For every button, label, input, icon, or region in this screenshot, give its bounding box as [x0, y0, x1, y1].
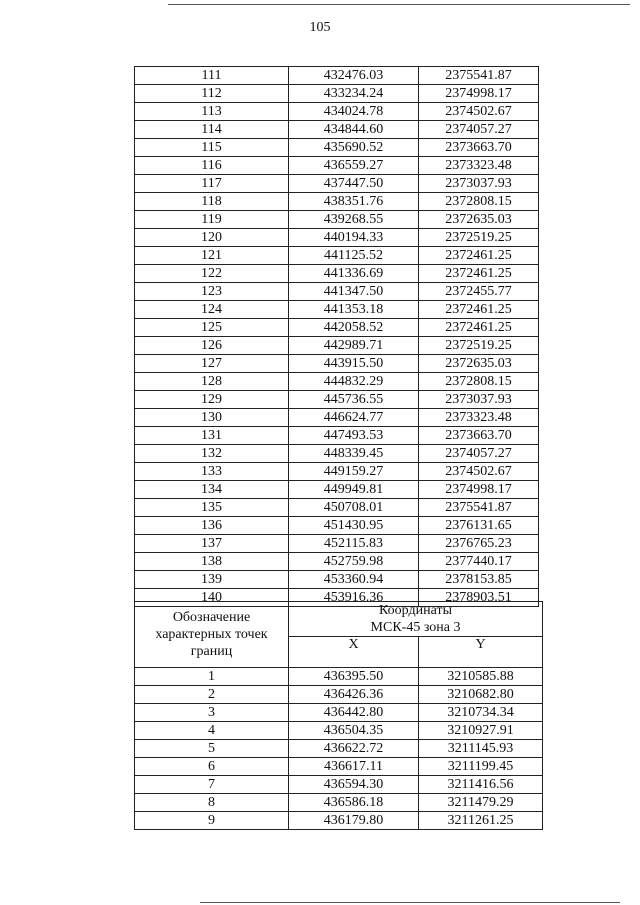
point-number-cell: 130: [135, 409, 289, 427]
point-number-cell: 121: [135, 247, 289, 265]
table-row: [135, 301, 539, 319]
table-row: [135, 211, 539, 229]
y-coordinate-cell: 3211479.29: [419, 794, 543, 812]
point-number-cell: 2: [135, 686, 289, 704]
x-coordinate-cell: 445736.55: [289, 391, 419, 409]
x-coordinate-cell: 438351.76: [289, 193, 419, 211]
point-number-cell: 137: [135, 535, 289, 553]
y-coordinate-cell: 2372808.15: [419, 193, 539, 211]
table-row: [135, 391, 539, 409]
x-coordinate-cell: 450708.01: [289, 499, 419, 517]
table-row: [135, 517, 539, 535]
x-coordinate-cell: 447493.53: [289, 427, 419, 445]
coordinates-header: [289, 602, 543, 637]
table-row: [135, 319, 539, 337]
y-coordinate-cell: 2374502.67: [419, 103, 539, 121]
x-coordinate-cell: 441353.18: [289, 301, 419, 319]
y-coordinate-cell: 2372461.25: [419, 301, 539, 319]
x-coordinate-cell: 446624.77: [289, 409, 419, 427]
point-number-cell: 118: [135, 193, 289, 211]
point-number-cell: 115: [135, 139, 289, 157]
y-coordinate-cell: 2372455.77: [419, 283, 539, 301]
coordinates-table-msk45: [134, 601, 543, 830]
table-row: [135, 193, 539, 211]
point-number-cell: 135: [135, 499, 289, 517]
table-row: [135, 157, 539, 175]
x-coordinate-cell: 443915.50: [289, 355, 419, 373]
x-coordinate-cell: 441125.52: [289, 247, 419, 265]
point-designation-header: Обозначение характерных точек границ: [135, 602, 289, 668]
table-row: [135, 247, 539, 265]
point-number-cell: 120: [135, 229, 289, 247]
table-row: [135, 409, 539, 427]
x-coordinate-cell: 436622.72: [289, 740, 419, 758]
point-number-cell: 116: [135, 157, 289, 175]
y-coordinate-cell: 2372519.25: [419, 337, 539, 355]
y-coordinate-cell: 3210734.34: [419, 704, 543, 722]
x-coordinate-cell: 436426.36: [289, 686, 419, 704]
y-coordinate-cell: 3211416.56: [419, 776, 543, 794]
table-row: [135, 722, 543, 740]
table-row: [135, 758, 543, 776]
table-row: [135, 740, 543, 758]
table-row: [135, 571, 539, 589]
y-coordinate-cell: 3210585.88: [419, 668, 543, 686]
coordinate-system: МСК-45 зона 3: [370, 620, 461, 635]
x-coordinate-cell: 436504.35: [289, 722, 419, 740]
x-coordinate-cell: 441336.69: [289, 265, 419, 283]
y-coordinate-cell: 2374502.67: [419, 463, 539, 481]
x-coordinate-cell: 452759.98: [289, 553, 419, 571]
x-coordinate-cell: 451430.95: [289, 517, 419, 535]
x-coordinate-cell: 453360.94: [289, 571, 419, 589]
y-coordinate-cell: 2378903.51: [419, 589, 539, 607]
point-number-cell: 123: [135, 283, 289, 301]
x-coordinate-cell: 437447.50: [289, 175, 419, 193]
point-number-cell: 128: [135, 373, 289, 391]
y-coordinate-cell: 2376765.23: [419, 535, 539, 553]
x-coordinate-cell: 436594.30: [289, 776, 419, 794]
y-coordinate-cell: 2374057.27: [419, 445, 539, 463]
y-coordinate-cell: 2373663.70: [419, 427, 539, 445]
point-number-cell: 5: [135, 740, 289, 758]
point-number-cell: 6: [135, 758, 289, 776]
y-coordinate-cell: 2374057.27: [419, 121, 539, 139]
point-number-cell: 117: [135, 175, 289, 193]
table-row: [135, 355, 539, 373]
y-coordinate-cell: 2377440.17: [419, 553, 539, 571]
point-number-cell: 136: [135, 517, 289, 535]
x-coordinate-cell: 436395.50: [289, 668, 419, 686]
y-coordinate-cell: 2372808.15: [419, 373, 539, 391]
x-coordinate-cell: 436617.11: [289, 758, 419, 776]
y-coordinate-cell: 3210927.91: [419, 722, 543, 740]
point-number-cell: 119: [135, 211, 289, 229]
coordinates-table-continued: [134, 66, 539, 607]
x-coordinate-cell: 435690.52: [289, 139, 419, 157]
x-coordinate-cell: 449949.81: [289, 481, 419, 499]
x-coordinate-cell: 453916.36: [289, 589, 419, 607]
table-row: [135, 175, 539, 193]
x-coordinate-cell: 448339.45: [289, 445, 419, 463]
table-row: [135, 686, 543, 704]
point-number-cell: 111: [135, 67, 289, 85]
y-coordinate-cell: 2372635.03: [419, 355, 539, 373]
x-coordinate-cell: 436442.80: [289, 704, 419, 722]
table-header-row: [135, 602, 543, 637]
point-number-cell: 113: [135, 103, 289, 121]
x-coordinate-cell: 434024.78: [289, 103, 419, 121]
bottom-rule: [200, 902, 620, 903]
point-number-cell: 127: [135, 355, 289, 373]
table-row: [135, 337, 539, 355]
point-number-cell: 9: [135, 812, 289, 830]
table-row: [135, 427, 539, 445]
point-number-cell: 133: [135, 463, 289, 481]
point-number-cell: 7: [135, 776, 289, 794]
y-coordinate-cell: 2372461.25: [419, 247, 539, 265]
x-coordinate-cell: 436179.80: [289, 812, 419, 830]
y-coordinate-cell: 2373037.93: [419, 391, 539, 409]
table-row: [135, 668, 543, 686]
table-row: [135, 283, 539, 301]
x-column-header: X: [289, 637, 419, 668]
table-row: [135, 463, 539, 481]
y-coordinate-cell: 2376131.65: [419, 517, 539, 535]
table-row: [135, 229, 539, 247]
point-number-cell: 8: [135, 794, 289, 812]
table-row: [135, 265, 539, 283]
coordinates-title: Координаты: [379, 603, 452, 618]
y-coordinate-cell: 2374998.17: [419, 85, 539, 103]
y-coordinate-cell: 2373323.48: [419, 409, 539, 427]
point-number-cell: 134: [135, 481, 289, 499]
y-coordinate-cell: 3210682.80: [419, 686, 543, 704]
table-row: [135, 139, 539, 157]
x-coordinate-cell: 442058.52: [289, 319, 419, 337]
y-coordinate-cell: 2372461.25: [419, 265, 539, 283]
x-coordinate-cell: 449159.27: [289, 463, 419, 481]
x-coordinate-cell: 444832.29: [289, 373, 419, 391]
table-row: [135, 794, 543, 812]
y-coordinate-cell: 2375541.87: [419, 499, 539, 517]
y-column-header: Y: [419, 637, 543, 668]
x-coordinate-cell: 434844.60: [289, 121, 419, 139]
top-rule: [168, 4, 630, 5]
table-row: [135, 85, 539, 103]
x-coordinate-cell: 436559.27: [289, 157, 419, 175]
table-row: [135, 812, 543, 830]
y-coordinate-cell: 2373323.48: [419, 157, 539, 175]
x-coordinate-cell: 440194.33: [289, 229, 419, 247]
point-number-cell: 131: [135, 427, 289, 445]
table-row: [135, 776, 543, 794]
table-row: [135, 553, 539, 571]
table-row: [135, 121, 539, 139]
point-number-cell: 3: [135, 704, 289, 722]
y-coordinate-cell: 2372461.25: [419, 319, 539, 337]
point-number-cell: 124: [135, 301, 289, 319]
y-coordinate-cell: 2373663.70: [419, 139, 539, 157]
y-coordinate-cell: 2375541.87: [419, 67, 539, 85]
point-number-cell: 139: [135, 571, 289, 589]
y-coordinate-cell: 2373037.93: [419, 175, 539, 193]
point-number-cell: 112: [135, 85, 289, 103]
point-number-cell: 125: [135, 319, 289, 337]
y-coordinate-cell: 2374998.17: [419, 481, 539, 499]
x-coordinate-cell: 441347.50: [289, 283, 419, 301]
table-row: [135, 67, 539, 85]
y-coordinate-cell: 3211145.93: [419, 740, 543, 758]
point-number-cell: 126: [135, 337, 289, 355]
x-coordinate-cell: 442989.71: [289, 337, 419, 355]
point-number-cell: 122: [135, 265, 289, 283]
x-coordinate-cell: 436586.18: [289, 794, 419, 812]
x-coordinate-cell: 433234.24: [289, 85, 419, 103]
y-coordinate-cell: 2372519.25: [419, 229, 539, 247]
y-coordinate-cell: 3211261.25: [419, 812, 543, 830]
table-row: [135, 499, 539, 517]
table-row: [135, 103, 539, 121]
y-coordinate-cell: 2378153.85: [419, 571, 539, 589]
point-number-cell: 140: [135, 589, 289, 607]
x-coordinate-cell: 452115.83: [289, 535, 419, 553]
point-number-cell: 129: [135, 391, 289, 409]
x-coordinate-cell: 432476.03: [289, 67, 419, 85]
table-row: [135, 445, 539, 463]
point-number-cell: 114: [135, 121, 289, 139]
table-row: [135, 481, 539, 499]
table-row: [135, 373, 539, 391]
y-coordinate-cell: 3211199.45: [419, 758, 543, 776]
table-row: [135, 704, 543, 722]
point-number-cell: 138: [135, 553, 289, 571]
point-number-cell: 1: [135, 668, 289, 686]
point-number-cell: 132: [135, 445, 289, 463]
table-row: [135, 535, 539, 553]
y-coordinate-cell: 2372635.03: [419, 211, 539, 229]
point-number-cell: 4: [135, 722, 289, 740]
x-coordinate-cell: 439268.55: [289, 211, 419, 229]
page-number: 105: [309, 20, 331, 35]
